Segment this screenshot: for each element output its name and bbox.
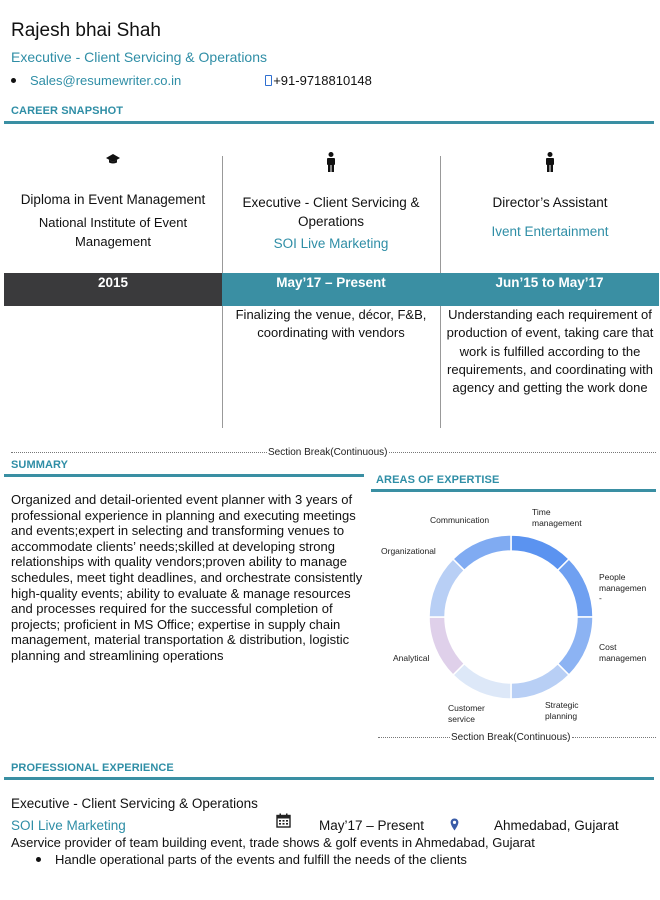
donut-slice-cost-management — [558, 617, 593, 675]
snapshot-org: Ivent Entertainment — [491, 224, 609, 239]
experience-location: Ahmedabad, Gujarat — [494, 818, 619, 833]
contact-row — [11, 73, 372, 88]
expertise-heading: AREAS OF EXPERTISE — [376, 474, 500, 486]
chart-label-customer: Customer service — [448, 703, 485, 724]
period-band: Jun’15 to May’17 — [440, 273, 659, 306]
section-break-label: Section Break(Continuous) — [451, 732, 571, 743]
donut-slice-people-management — [558, 559, 593, 617]
period-band: May’17 – Present — [222, 273, 440, 306]
section-break-label: Section Break(Continuous) — [268, 447, 388, 458]
experience-rule — [4, 777, 654, 780]
chart-label-analytical: Analytical — [393, 653, 430, 663]
experience-period: May’17 – Present — [319, 818, 425, 833]
experience-title: Executive - Client Servicing & Operations — [11, 796, 258, 811]
snapshot-heading: Executive - Client Servicing & Operations — [242, 195, 420, 229]
phone-number: +91-9718810148 — [273, 73, 372, 88]
phone-icon — [265, 75, 272, 86]
donut-slice-time-management — [511, 535, 569, 570]
calendar-icon — [276, 813, 291, 828]
experience-bullet-text: Handle operational parts of the events and fulfill the needs of the clients — [55, 852, 467, 867]
expertise-donut-chart — [371, 495, 660, 730]
summary-rule — [4, 474, 364, 477]
location-pin-icon — [450, 818, 459, 831]
chart-label-strategic: Strategic planning — [545, 700, 579, 721]
summary-heading: SUMMARY — [11, 459, 69, 471]
chart-label-cost: Cost managemen — [599, 642, 647, 663]
candidate-title: Executive - Client Servicing & Operations — [11, 49, 267, 65]
experience-bullet — [36, 852, 467, 867]
section-break — [378, 732, 656, 743]
snapshot-sub: National Institute of Event Management — [38, 215, 188, 249]
summary-text: Organized and detail-oriented event planner with 3 years of professional experience in planning and executing meetings and events;expert in selecting and transforming venues to accommodate clients’ needs;skilled at developing strong relationships with quality vendors;proven ability to manage schedules, meet tight deadlines, and orchestrate consistently high-quality events; ability to evaluate & manage resources and processes required for the successful completion of projects; proficient in MS Office; expertise in supply chain management, material transportation & distribution, logistic planning and streamlining operations — [11, 492, 363, 663]
experience-description: Aservice provider of team building event, trade shows & golf events in Ahmedabad, Gujarat — [11, 835, 535, 850]
career-snapshot-heading: CAREER SNAPSHOT — [11, 105, 124, 117]
snapshot-col-education — [4, 152, 222, 251]
chart-label-communication: Communication — [430, 515, 490, 525]
person-icon — [326, 152, 336, 172]
experience-org: SOI Live Marketing — [11, 818, 126, 833]
donut-slice-communication — [453, 535, 511, 570]
graduation-cap-icon — [105, 152, 121, 166]
bullet-icon — [36, 857, 41, 862]
experience-heading: PROFESSIONAL EXPERIENCE — [11, 762, 174, 774]
person-icon — [545, 152, 555, 172]
section-break — [11, 447, 656, 458]
career-snapshot-rule — [4, 121, 654, 124]
bullet-icon — [11, 78, 16, 83]
snapshot-col-job-2 — [441, 152, 659, 239]
chart-label-time: Time management — [532, 507, 582, 528]
chart-label-people: People managemen - — [599, 572, 647, 603]
donut-slice-customer-service — [453, 664, 511, 699]
donut-slice-strategic-planning — [511, 664, 569, 699]
email-link[interactable]: Sales@resumewriter.co.in — [30, 73, 182, 88]
snapshot-heading: Director’s Assistant — [492, 195, 608, 210]
snapshot-col-job-1 — [222, 152, 440, 251]
chart-label-organizational: Organizational — [381, 546, 436, 556]
snapshot-description: Finalizing the venue, décor, F&B, coordinating with vendors — [235, 307, 427, 341]
snapshot-org: SOI Live Marketing — [273, 236, 389, 251]
donut-slice-organizational — [429, 559, 464, 617]
donut-slice-analytical — [429, 617, 464, 675]
snapshot-heading: Diploma in Event Management — [20, 192, 206, 207]
snapshot-description: Understanding each requirement of production of event, taking care that work is fulfilled according to the requirements, and coordinating with agency and getting the work done — [446, 307, 654, 396]
expertise-rule — [371, 489, 656, 492]
period-band: 2015 — [4, 273, 222, 306]
candidate-name: Rajesh bhai Shah — [11, 20, 161, 41]
